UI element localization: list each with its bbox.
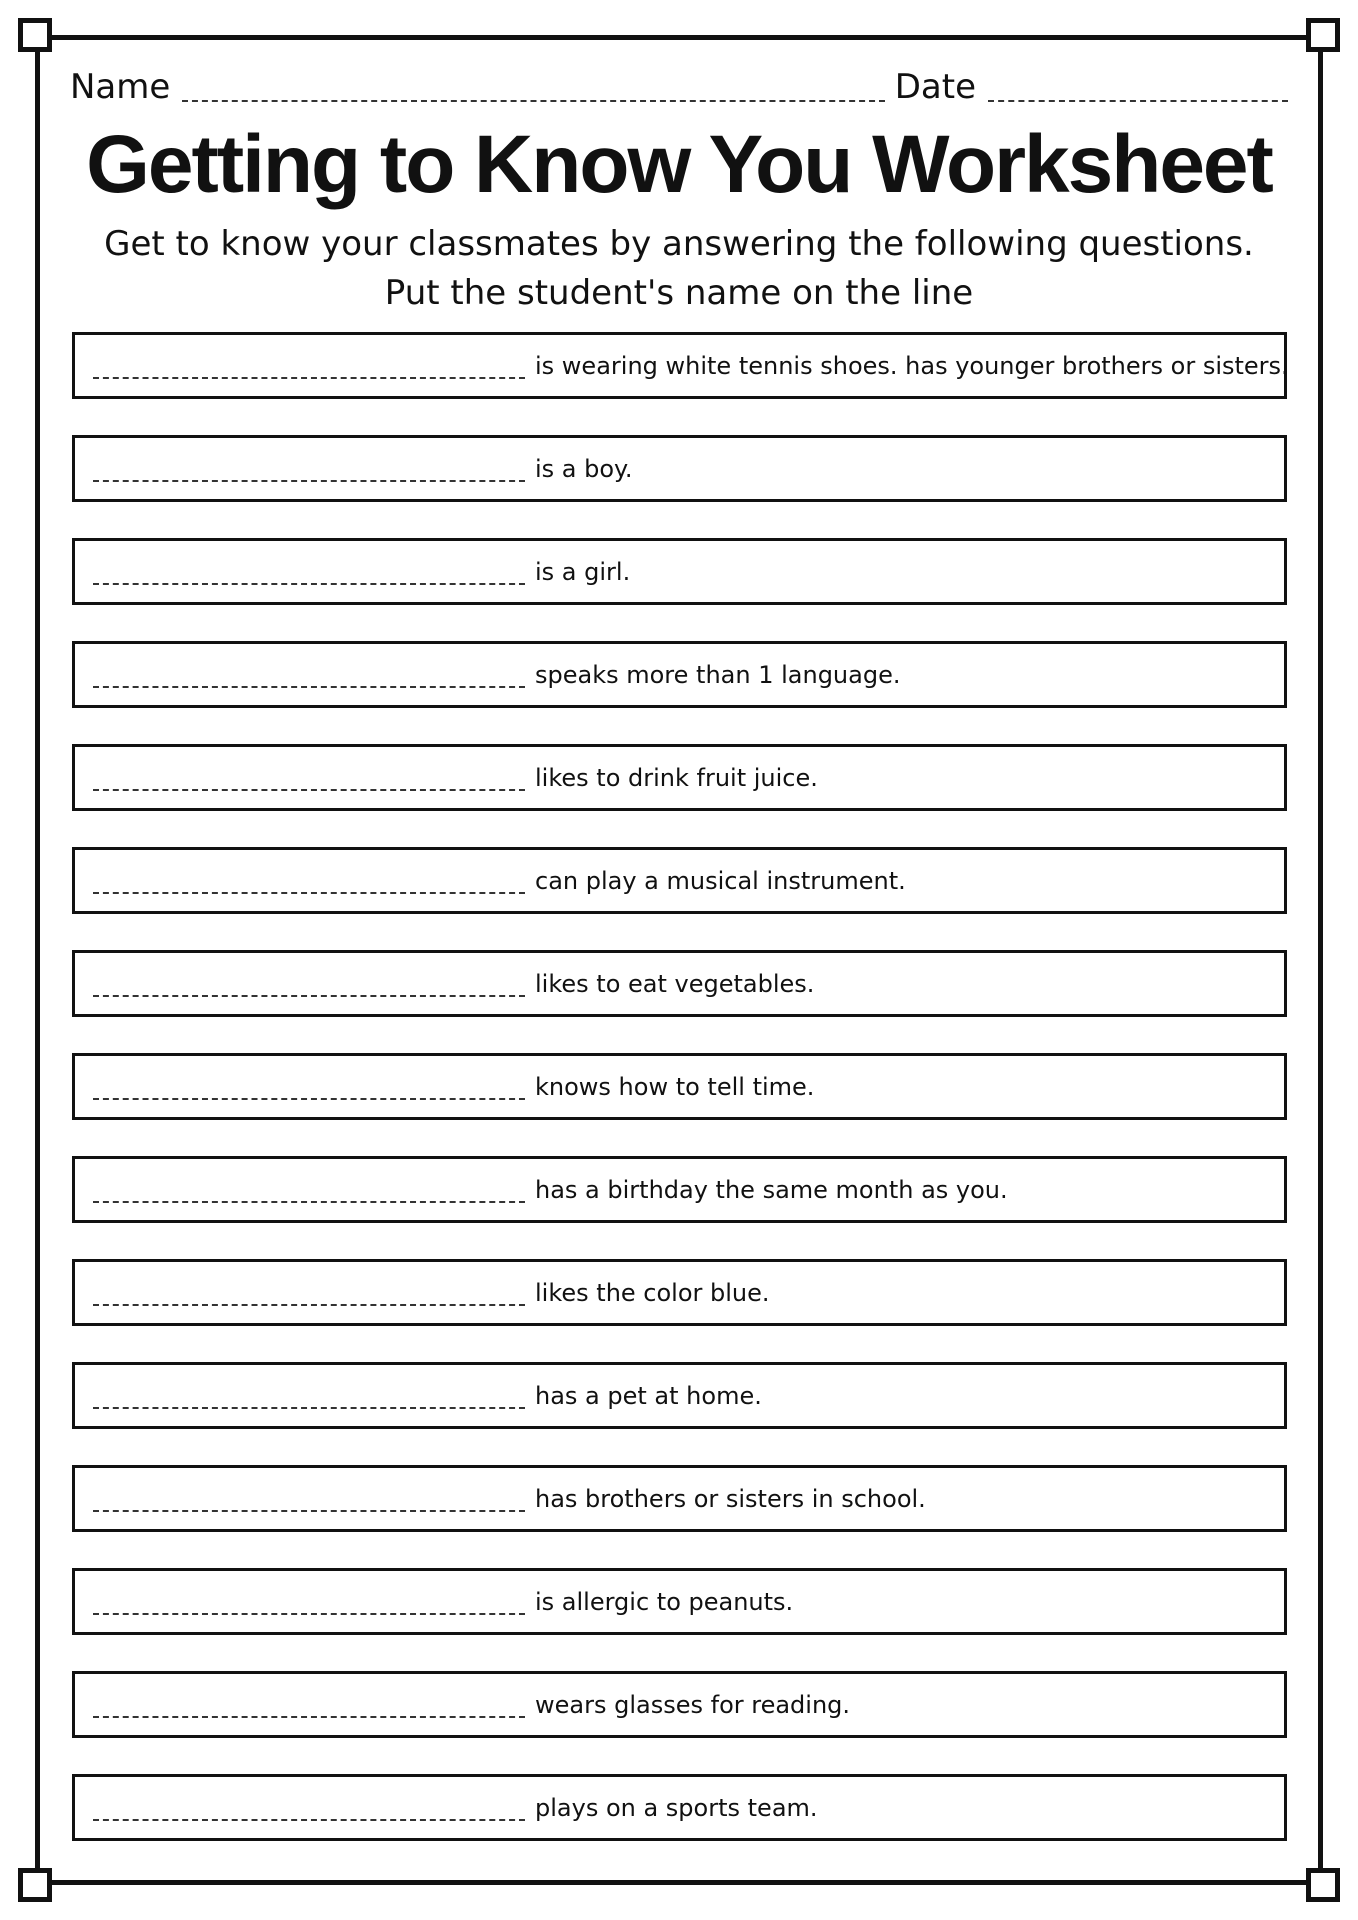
answer-blank[interactable] xyxy=(93,1510,525,1512)
question-row xyxy=(72,1259,1287,1326)
answer-blank[interactable] xyxy=(93,892,525,894)
answer-blank[interactable] xyxy=(93,995,525,997)
question-row xyxy=(72,1053,1287,1120)
question-row xyxy=(72,1362,1287,1429)
answer-blank[interactable] xyxy=(93,480,525,482)
answer-blank[interactable] xyxy=(93,1716,525,1718)
question-text: likes to drink fruit juice. xyxy=(535,763,818,792)
question-text: is wearing white tennis shoes. has younger brothers or sisters. xyxy=(535,351,1289,380)
answer-blank[interactable] xyxy=(93,1613,525,1615)
answer-blank[interactable] xyxy=(93,686,525,688)
question-text: wears glasses for reading. xyxy=(535,1690,851,1719)
name-field[interactable] xyxy=(182,98,884,102)
instructions-line-2: Put the student's name on the line xyxy=(384,273,974,313)
question-row xyxy=(72,1568,1287,1635)
worksheet-title: Getting to Know You Worksheet xyxy=(86,119,1272,210)
question-row xyxy=(72,847,1287,914)
question-text: is a boy. xyxy=(535,454,633,483)
answer-blank[interactable] xyxy=(93,1304,525,1306)
question-text: speaks more than 1 language. xyxy=(535,660,901,689)
question-text: has brothers or sisters in school. xyxy=(535,1484,926,1513)
date-field[interactable] xyxy=(988,98,1288,102)
answer-blank[interactable] xyxy=(93,1407,525,1409)
name-date-header xyxy=(70,62,1288,108)
question-row xyxy=(72,1671,1287,1738)
question-text: likes to eat vegetables. xyxy=(535,969,815,998)
corner-square-bottom-right xyxy=(1306,1868,1340,1902)
question-row xyxy=(72,538,1287,605)
corner-square-top-right xyxy=(1306,18,1340,52)
question-text: plays on a sports team. xyxy=(535,1793,818,1822)
answer-blank[interactable] xyxy=(93,1819,525,1821)
question-row xyxy=(72,435,1287,502)
answer-blank[interactable] xyxy=(93,583,525,585)
question-text: knows how to tell time. xyxy=(535,1072,815,1101)
corner-square-bottom-left xyxy=(18,1868,52,1902)
question-row xyxy=(72,1465,1287,1532)
question-text: likes the color blue. xyxy=(535,1278,770,1307)
corner-square-top-left xyxy=(18,18,52,52)
question-row xyxy=(72,1156,1287,1223)
instructions-line-1: Get to know your classmates by answering the following questions. xyxy=(104,224,1254,264)
answer-blank[interactable] xyxy=(93,789,525,791)
answer-blank[interactable] xyxy=(93,377,525,379)
answer-blank[interactable] xyxy=(93,1098,525,1100)
answer-blank[interactable] xyxy=(93,1201,525,1203)
question-text: has a pet at home. xyxy=(535,1381,762,1410)
question-text: is allergic to peanuts. xyxy=(535,1587,794,1616)
question-text: is a girl. xyxy=(535,557,631,586)
question-row xyxy=(72,744,1287,811)
question-row xyxy=(72,641,1287,708)
question-row xyxy=(72,332,1287,399)
question-text: can play a musical instrument. xyxy=(535,866,906,895)
name-label: Name xyxy=(70,67,171,107)
date-label: Date xyxy=(894,67,976,107)
question-row xyxy=(72,1774,1287,1841)
question-row xyxy=(72,950,1287,1017)
question-text: has a birthday the same month as you. xyxy=(535,1175,1008,1204)
